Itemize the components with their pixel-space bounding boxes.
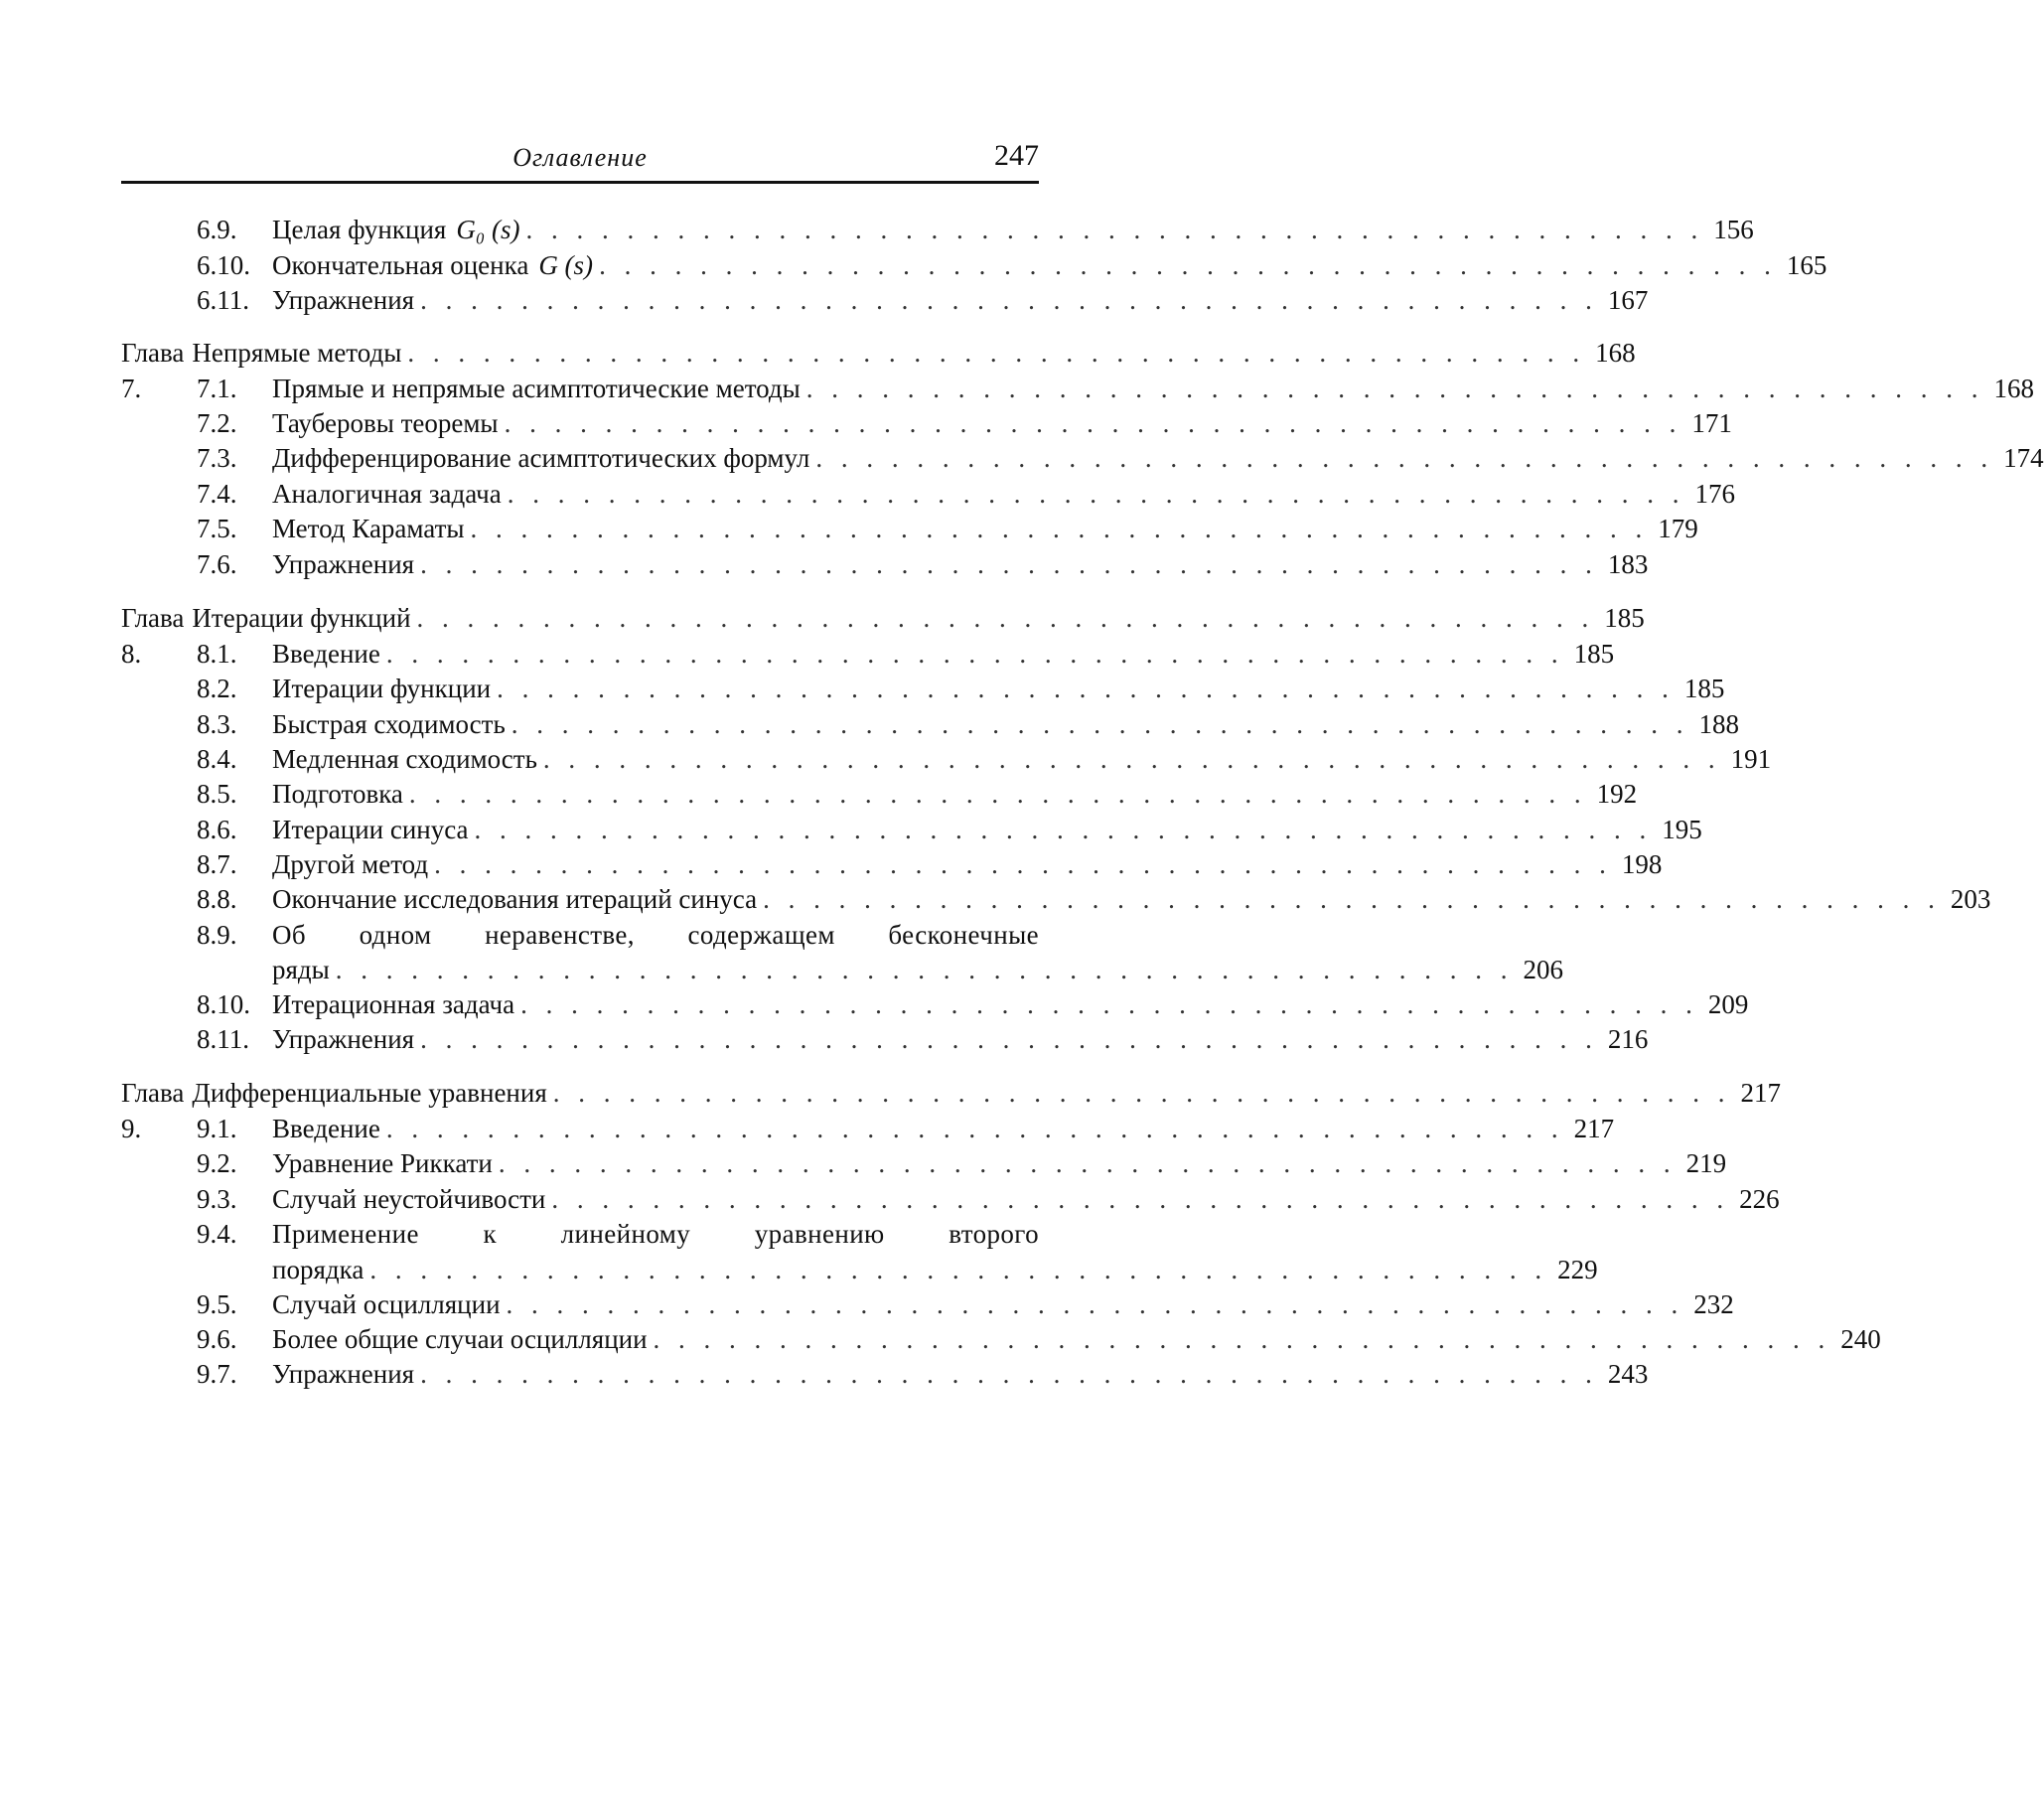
section-title: Введение — [272, 1114, 380, 1143]
toc-entry-line — [272, 1111, 1615, 1146]
toc-page-number: 198 — [1621, 849, 1663, 879]
chapter-title: Дифференциальные уравнения — [192, 1078, 547, 1108]
toc-entry-line — [272, 812, 1702, 847]
toc-page-number: 179 — [1658, 514, 1698, 543]
toc-entry[interactable] — [121, 636, 1615, 672]
toc-page-number: 206 — [1523, 955, 1564, 984]
toc-entry-line — [272, 846, 1663, 882]
toc-page-number: 219 — [1685, 1148, 1727, 1178]
section-number: 8.11. — [197, 1024, 249, 1054]
toc-page-number: 216 — [1607, 1024, 1649, 1054]
toc-entry[interactable] — [121, 1111, 1615, 1146]
section-number: 8.6. — [197, 815, 237, 844]
section-number: 8.7. — [197, 849, 237, 879]
toc-page-number: 168 — [1993, 374, 2035, 403]
section-title-continuation: порядка — [272, 1255, 365, 1284]
toc-page-number: 192 — [1596, 779, 1638, 809]
toc-entry[interactable] — [121, 917, 1039, 953]
toc-entry[interactable] — [121, 881, 1991, 917]
toc-entry[interactable] — [121, 546, 1649, 582]
dot-leader: . . . . . . . . . . . . . . . . . . . . . . . . . . . . . . . . . . . . . . . . . . . . . . . — [420, 1359, 1598, 1389]
toc-page-number: 183 — [1607, 549, 1649, 579]
dot-leader: . . . . . . . . . . . . . . . . . . . . . . . . . . . . . . . . . . . . . . . . . . . . . . . — [385, 639, 1564, 669]
toc-page-number: 209 — [1707, 989, 1749, 1019]
toc-page-number: 185 — [1683, 674, 1725, 703]
header-rule — [121, 181, 1039, 184]
section-title: Другой метод — [272, 849, 429, 879]
section-title: Итерационная задача — [272, 989, 515, 1019]
toc-page-number: 191 — [1730, 744, 1772, 774]
chapter-prefix: Глава 8. — [121, 603, 185, 669]
toc-entry[interactable] — [121, 1181, 1780, 1217]
toc-page-number: 195 — [1662, 815, 1702, 844]
dot-leader: . . . . . . . . . . . . . . . . . . . . . . . . . . . . . . . . . . . . . . . . . . . . . . . — [474, 815, 1653, 844]
math-expression: G (s) — [538, 250, 594, 280]
toc-entry-line — [272, 986, 1749, 1022]
toc-entry-line — [272, 1216, 1039, 1252]
section-number: 7.5. — [197, 514, 237, 543]
toc-page-number: 217 — [1573, 1114, 1615, 1143]
section-title: Медленная сходимость — [272, 744, 537, 774]
section-title: Об одном неравенстве, содержащем бесконечные — [272, 920, 1039, 950]
toc-entry[interactable] — [121, 440, 2044, 476]
toc-entry[interactable] — [121, 671, 1725, 706]
toc-entry[interactable] — [121, 741, 1772, 777]
toc-entry-line — [272, 952, 1564, 987]
toc-entry-line — [272, 511, 1698, 546]
toc-entry[interactable] — [121, 986, 1749, 1022]
chapter-title: Итерации функций — [192, 603, 411, 633]
section-title: Окончание исследования итераций синуса — [272, 884, 758, 914]
dot-leader: . . . . . . . . . . . . . . . . . . . . . . . . . . . . . . . . . . . . . . . . . . . . . . . — [416, 603, 1595, 633]
section-title: Прямые и непрямые асимптотические методы — [272, 374, 801, 403]
section-number: 7.2. — [197, 408, 237, 438]
toc-entry-line — [272, 706, 1740, 742]
dot-leader: . . . . . . . . . . . . . . . . . . . . . . . . . . . . . . . . . . . . . . . . . . . . . . . — [420, 1024, 1598, 1054]
toc-entry[interactable] — [121, 1021, 1649, 1057]
toc-entry-line — [272, 1321, 1881, 1357]
section-title: Аналогичная задача — [272, 479, 502, 509]
dot-leader: . . . . . . . . . . . . . . . . . . . . . . . . . . . . . . . . . . . . . . . . . . . . . . . — [511, 709, 1689, 739]
section-number: 7.3. — [197, 443, 237, 473]
section-title: Более общие случаи осцилляции — [272, 1324, 648, 1354]
section-number: 8.5. — [197, 779, 237, 809]
toc-entry-line — [272, 371, 2035, 406]
dot-leader: . . . . . . . . . . . . . . . . . . . . . . . . . . . . . . . . . . . . . . . . . . . . . . . — [408, 779, 1587, 809]
page-number: 247 — [994, 139, 1039, 172]
chapter-prefix: Глава 7. — [121, 338, 185, 403]
section-number: 8.4. — [197, 744, 237, 774]
section-title: Упражнения — [272, 1024, 415, 1054]
toc-entry[interactable] — [121, 1252, 1598, 1287]
section-title: Итерации синуса — [272, 815, 469, 844]
section-title: Введение — [272, 639, 380, 669]
toc-entry[interactable] — [121, 247, 1827, 283]
section-title: Упражнения — [272, 549, 415, 579]
toc-page-number: 167 — [1607, 285, 1649, 315]
section-title: Целая функция — [272, 215, 447, 244]
dot-leader: . . . . . . . . . . . . . . . . . . . . . . . . . . . . . . . . . . . . . . . . . . . . . . . — [420, 285, 1598, 315]
toc-page-number: 232 — [1693, 1289, 1734, 1319]
section-number: 6.11. — [197, 285, 249, 315]
toc-page-number: 168 — [1595, 338, 1636, 368]
dot-leader: . . . . . . . . . . . . . . . . . . . . . . . . . . . . . . . . . . . . . . . . . . . . . . . — [504, 408, 1682, 438]
section-title: Быстрая сходимость — [272, 709, 506, 739]
dot-leader: . . . . . . . . . . . . . . . . . . . . . . . . . . . . . . . . . . . . . . . . . . . . . . . — [420, 549, 1598, 579]
dot-leader: . . . . . . . . . . . . . . . . . . . . . . . . . . . . . . . . . . . . . . . . . . . . . . . — [763, 884, 1941, 914]
toc-page-number: 226 — [1739, 1184, 1780, 1214]
section-title: Метод Караматы — [272, 514, 465, 543]
section-number: 7.1. — [197, 374, 237, 403]
section-number: 8.10. — [197, 989, 250, 1019]
section-number: 6.10. — [197, 250, 250, 280]
running-header-title: Оглавление — [512, 143, 648, 172]
toc-entry-line — [272, 1145, 1727, 1181]
dot-leader: . . . . . . . . . . . . . . . . . . . . . . . . . . . . . . . . . . . . . . . . . . . . . . . — [815, 443, 1994, 473]
toc-entry[interactable] — [121, 1145, 1727, 1181]
chapter-prefix: Глава 9. — [121, 1078, 185, 1143]
toc-entry-line — [272, 282, 1649, 318]
toc-entry[interactable] — [121, 511, 1698, 546]
dot-leader: . . . . . . . . . . . . . . . . . . . . . . . . . . . . . . . . . . . . . . . . . . . . . . . — [498, 1148, 1677, 1178]
section-number: 6.9. — [197, 215, 237, 244]
toc-page-number: 156 — [1713, 215, 1754, 244]
section-title: Тауберовы теоремы — [272, 408, 499, 438]
section-number: 9.5. — [197, 1289, 237, 1319]
dot-leader: . . . . . . . . . . . . . . . . . . . . . . . . . . . . . . . . . . . . . . . . . . . . . . . — [407, 338, 1586, 368]
toc-page-number: 165 — [1786, 250, 1827, 280]
toc-entry[interactable] — [121, 476, 1735, 512]
dot-leader: . . . . . . . . . . . . . . . . . . . . . . . . . . . . . . . . . . . . . . . . . . . . . . . — [470, 514, 1649, 543]
dot-leader: . . . . . . . . . . . . . . . . . . . . . . . . . . . . . . . . . . . . . . . . . . . . . . . — [805, 374, 1984, 403]
toc-page-number: 174 — [2003, 443, 2044, 473]
toc-entry-line — [272, 741, 1772, 777]
section-number: 8.3. — [197, 709, 237, 739]
dot-leader: . . . . . . . . . . . . . . . . . . . . . . . . . . . . . . . . . . . . . . . . . . . . . . . — [551, 1184, 1730, 1214]
toc-entry[interactable] — [121, 952, 1564, 987]
toc-page-number: 240 — [1840, 1324, 1881, 1354]
section-number: 8.9. — [197, 920, 237, 950]
toc-entry-line — [272, 776, 1638, 812]
toc-page-number: 185 — [1604, 603, 1645, 633]
dot-leader: . . . . . . . . . . . . . . . . . . . . . . . . . . . . . . . . . . . . . . . . . . . . . . . — [599, 250, 1777, 280]
toc-page-number: 188 — [1698, 709, 1740, 739]
section-number: 7.6. — [197, 549, 237, 579]
section-title: Уравнение Риккати — [272, 1148, 493, 1178]
toc-entry-line — [272, 476, 1735, 512]
dot-leader: . . . . . . . . . . . . . . . . . . . . . . . . . . . . . . . . . . . . . . . . . . . . . . . — [507, 479, 1685, 509]
toc-entry-line — [272, 1286, 1734, 1322]
dot-leader: . . . . . . . . . . . . . . . . . . . . . . . . . . . . . . . . . . . . . . . . . . . . . . . — [520, 989, 1698, 1019]
dot-leader: . . . . . . . . . . . . . . . . . . . . . . . . . . . . . . . . . . . . . . . . . . . . . . . — [552, 1078, 1731, 1108]
dot-leader: . . . . . . . . . . . . . . . . . . . . . . . . . . . . . . . . . . . . . . . . . . . . . . . — [525, 215, 1704, 244]
toc-entry[interactable] — [121, 812, 1702, 847]
toc-entry-line — [272, 212, 1754, 247]
section-title-continuation: ряды — [272, 955, 330, 984]
toc-entry-line — [272, 671, 1725, 706]
toc-page-number: 243 — [1607, 1359, 1649, 1389]
section-title: Случай осцилляции — [272, 1289, 501, 1319]
section-title: Упражнения — [272, 1359, 415, 1389]
chapter-title: Непрямые методы — [192, 338, 402, 368]
toc-page-number: 185 — [1573, 639, 1615, 669]
section-number: 9.3. — [197, 1184, 237, 1214]
section-title: Подготовка — [272, 779, 403, 809]
toc-page-number: 203 — [1950, 884, 1991, 914]
section-number: 9.2. — [197, 1148, 237, 1178]
section-number: 9.7. — [197, 1359, 237, 1389]
toc-entry-line — [272, 636, 1615, 672]
dot-leader: . . . . . . . . . . . . . . . . . . . . . . . . . . . . . . . . . . . . . . . . . . . . . . . — [385, 1114, 1564, 1143]
dot-leader: . . . . . . . . . . . . . . . . . . . . . . . . . . . . . . . . . . . . . . . . . . . . . . . — [542, 744, 1721, 774]
toc-entry[interactable] — [121, 1216, 1039, 1252]
dot-leader: . . . . . . . . . . . . . . . . . . . . . . . . . . . . . . . . . . . . . . . . . . . . . . . — [653, 1324, 1831, 1354]
section-number: 9.4. — [197, 1219, 237, 1249]
section-number: 7.4. — [197, 479, 237, 509]
section-title: Случай неустойчивости — [272, 1184, 546, 1214]
math-expression: G₀ (s) — [456, 215, 520, 244]
toc-entry[interactable] — [121, 1286, 1734, 1322]
toc-entry-line — [272, 1356, 1649, 1392]
toc-entry[interactable] — [121, 212, 1754, 247]
running-header — [121, 139, 1039, 179]
toc-entry[interactable] — [121, 405, 1732, 441]
section-title: Применение к линейному уравнению второго — [272, 1219, 1039, 1249]
section-title: Окончательная оценка — [272, 250, 529, 280]
toc-entry-line — [272, 440, 2044, 476]
toc-entry[interactable] — [121, 1321, 1881, 1357]
toc-page-number: 176 — [1694, 479, 1735, 509]
toc-entry[interactable] — [121, 846, 1663, 882]
toc-entry[interactable] — [121, 1356, 1649, 1392]
section-title: Упражнения — [272, 285, 415, 315]
section-number: 8.1. — [197, 639, 237, 669]
toc-entry-line — [272, 405, 1732, 441]
toc-entry-line — [272, 1252, 1598, 1287]
section-number: 9.6. — [197, 1324, 237, 1354]
section-number: 8.2. — [197, 674, 237, 703]
toc-entry-line — [272, 1181, 1780, 1217]
toc-entry-line — [272, 917, 1039, 953]
toc-page-number: 217 — [1740, 1078, 1781, 1108]
section-title: Итерации функции — [272, 674, 492, 703]
dot-leader: . . . . . . . . . . . . . . . . . . . . . . . . . . . . . . . . . . . . . . . . . . . . . . . — [497, 674, 1675, 703]
toc-entry[interactable] — [121, 776, 1638, 812]
section-number: 8.8. — [197, 884, 237, 914]
toc-page-number: 171 — [1691, 408, 1732, 438]
toc-entry-line — [272, 1021, 1649, 1057]
toc-entry-line — [272, 546, 1649, 582]
section-number: 9.1. — [197, 1114, 237, 1143]
dot-leader: . . . . . . . . . . . . . . . . . . . . . . . . . . . . . . . . . . . . . . . . . . . . . . . — [335, 955, 1514, 984]
dot-leader: . . . . . . . . . . . . . . . . . . . . . . . . . . . . . . . . . . . . . . . . . . . . . . . — [506, 1289, 1684, 1319]
dot-leader: . . . . . . . . . . . . . . . . . . . . . . . . . . . . . . . . . . . . . . . . . . . . . . . — [369, 1255, 1548, 1284]
toc-entry-line — [272, 247, 1827, 283]
section-title: Дифференцирование асимптотических формул — [272, 443, 810, 473]
toc-page-number: 229 — [1557, 1255, 1598, 1284]
toc-entry[interactable] — [121, 371, 2035, 406]
dot-leader: . . . . . . . . . . . . . . . . . . . . . . . . . . . . . . . . . . . . . . . . . . . . . . . — [434, 849, 1612, 879]
toc-entry-line — [272, 881, 1991, 917]
toc-entry[interactable] — [121, 282, 1649, 318]
toc-entry[interactable] — [121, 706, 1740, 742]
